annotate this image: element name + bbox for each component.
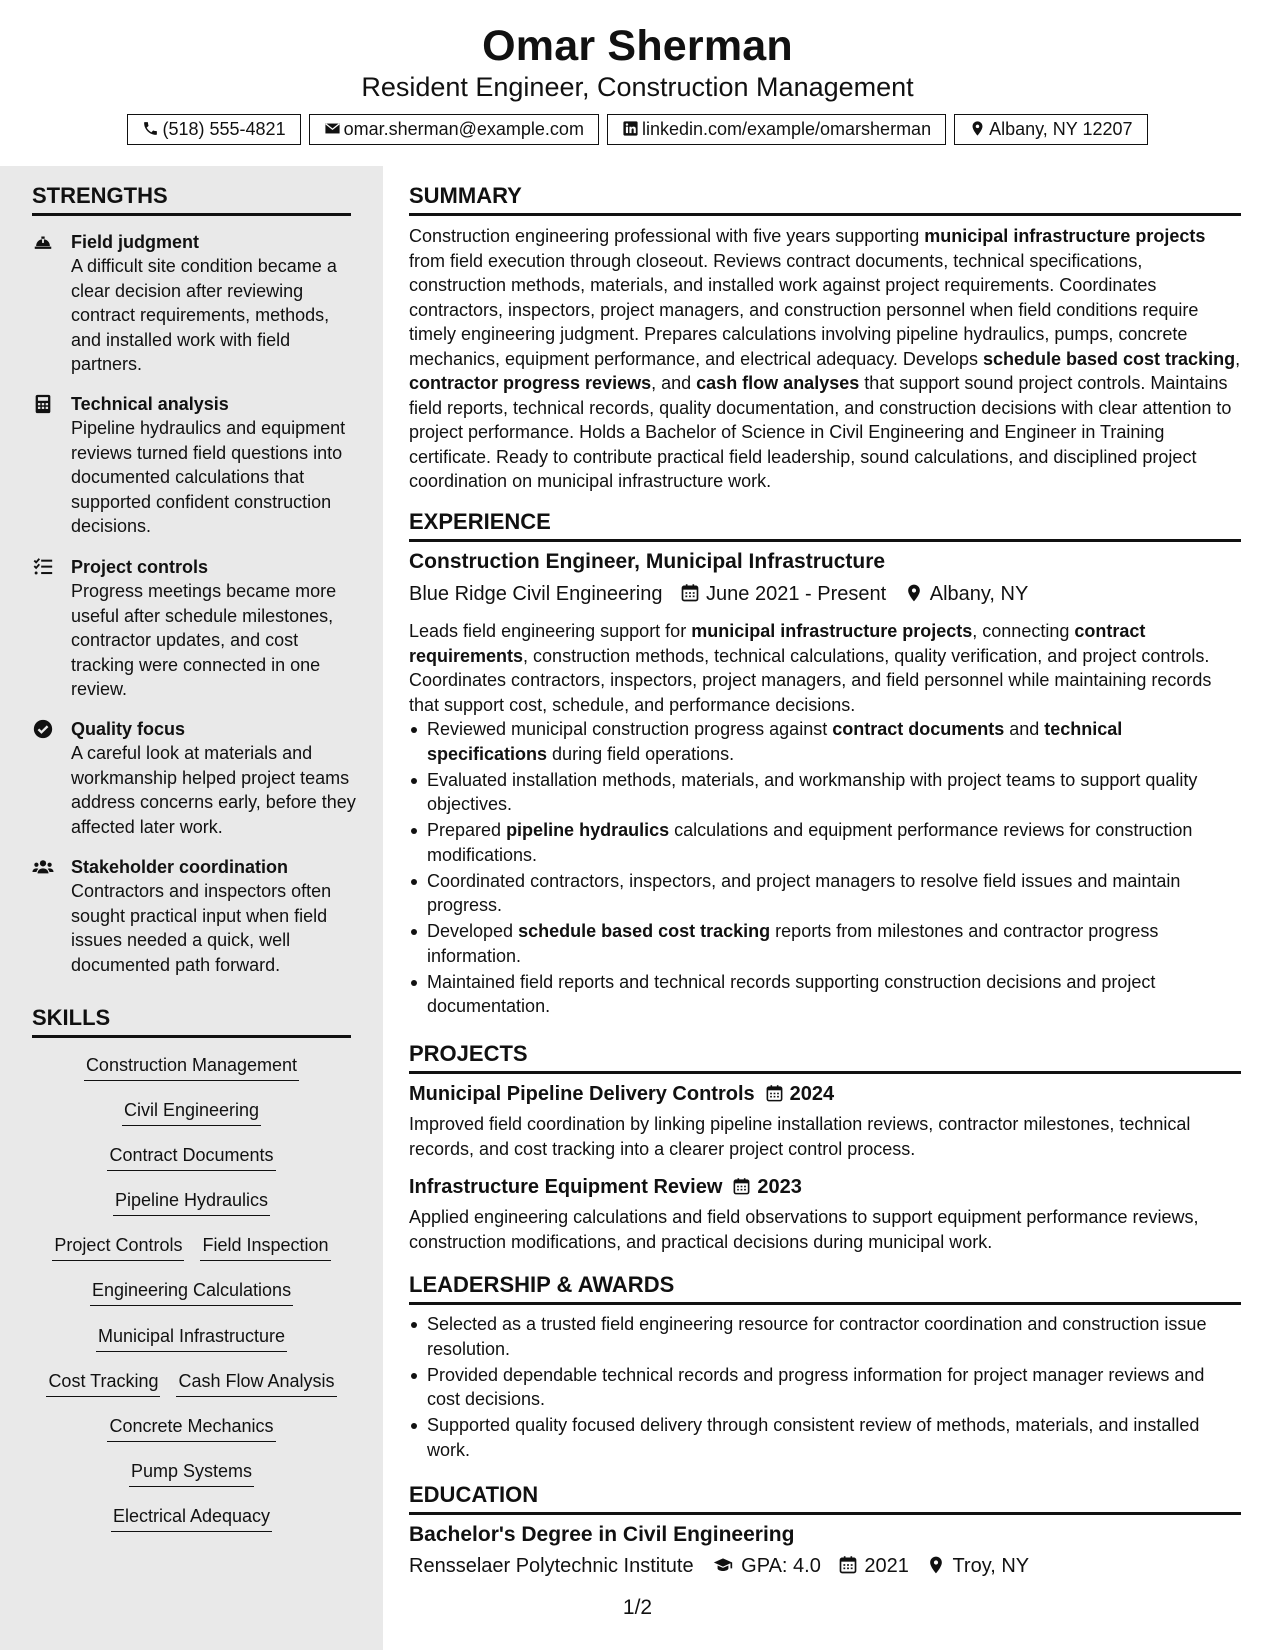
checklist-icon — [32, 556, 54, 578]
job-dates: June 2021 - Present — [706, 583, 887, 605]
linkedin-icon — [622, 120, 639, 137]
skill-tag: Pump Systems — [129, 1459, 254, 1487]
contact-bar — [0, 114, 1275, 145]
leadership-bullet: Selected as a trusted field engineering resource for contractor coordination and construction issue resolution. — [409, 1312, 1241, 1361]
contact-location-text: Albany, NY 12207 — [989, 119, 1133, 139]
skill-row — [32, 1414, 351, 1442]
summary-text-part: Construction engineering professional with five years supporting — [409, 226, 925, 246]
experience-heading: EXPERIENCE — [409, 509, 1241, 542]
project-title — [409, 1083, 1241, 1106]
education-meta — [409, 1555, 1241, 1578]
skill-row — [32, 1504, 351, 1532]
skill-tag: Civil Engineering — [122, 1098, 261, 1126]
job-bullet — [409, 818, 1241, 867]
strength-title: Quality focus — [71, 719, 186, 739]
map-pin-icon — [904, 583, 924, 603]
project-year: 2023 — [757, 1176, 802, 1198]
strength-item — [32, 555, 362, 702]
bullet-part: Coordinated contractors, inspectors, and project managers to resolve field issues and maintain progress. — [427, 870, 1181, 915]
contact-email-text: omar.sherman@example.com — [343, 119, 584, 139]
project-name: Municipal Pipeline Delivery Controls — [409, 1083, 755, 1105]
bullet-bold: pipeline hydraulics — [506, 820, 670, 840]
map-pin-icon — [969, 120, 986, 137]
project-title — [409, 1176, 1241, 1199]
leadership-heading: LEADERSHIP & AWARDS — [409, 1272, 1241, 1305]
skills-heading: SKILLS — [32, 1005, 351, 1038]
education-location: Troy, NY — [952, 1555, 1030, 1577]
job-bullet — [409, 869, 1241, 918]
summary-heading: SUMMARY — [409, 183, 1241, 216]
hard-hat-icon — [32, 231, 54, 253]
strength-title: Field judgment — [71, 232, 199, 252]
candidate-name: Omar Sherman — [482, 22, 793, 70]
bullet-bold: schedule based cost tracking — [518, 921, 771, 941]
calendar-icon — [838, 1555, 858, 1575]
education-gpa: GPA: 4.0 — [741, 1555, 821, 1577]
skill-tag: Municipal Infrastructure — [96, 1324, 287, 1352]
job-bullet — [409, 970, 1241, 1019]
leadership-bullets — [409, 1312, 1241, 1464]
job-intro-bold: municipal infrastructure projects — [691, 621, 973, 641]
contact-phone[interactable] — [127, 114, 300, 145]
skill-row — [32, 1369, 351, 1397]
strength-title: Project controls — [71, 557, 209, 577]
graduation-cap-icon — [711, 1555, 735, 1575]
contact-email[interactable] — [309, 114, 599, 145]
bullet-part: Maintained field reports and technical records supporting construction decisions and project documentation. — [427, 971, 1156, 1016]
strengths-heading: STRENGTHS — [32, 183, 351, 216]
job-intro-part: , construction methods, technical calculations, quality verification, and project controls. Coordinates contractors, inspectors, project managers, and field personnel while maintaining records that support cost, schedule, and performance decisions. — [409, 645, 1212, 715]
candidate-title: Resident Engineer, Construction Management — [361, 72, 914, 102]
strength-item — [32, 855, 362, 977]
summary-text-part: , and — [651, 373, 697, 393]
strength-desc: A careful look at materials and workmanship helped project teams address concerns early, before they affected later work. — [71, 743, 356, 837]
skill-tag: Cost Tracking — [46, 1369, 160, 1397]
project-name: Infrastructure Equipment Review — [409, 1176, 723, 1198]
skill-tag: Concrete Mechanics — [107, 1414, 275, 1442]
strength-item — [32, 230, 362, 377]
project-year: 2024 — [789, 1083, 835, 1105]
bullet-part: during field operations. — [547, 743, 735, 764]
job-meta — [409, 583, 1241, 606]
strength-desc: Progress meetings became more useful after schedule milestones, contractor updates, and cost tracking were connected in one review. — [71, 581, 337, 699]
contact-linkedin-text: linkedin.com/example/omarsherman — [641, 119, 932, 139]
envelope-icon — [324, 120, 341, 137]
project-desc: Improved field coordination by linking pipeline installation reviews, contractor milestones, technical records, and cost tracking into a clearer project control process. — [409, 1114, 1191, 1159]
contact-phone-text: (518) 555-4821 — [162, 119, 286, 139]
summary-text-part: that support sound project controls. Maintains field reports, technical records, quality documentation, and construction decisions with clear attention to project performance. Holds a Bachelor of Science in Civil Engineering and Engineer in Training certificate. Ready to contribute practical field leadership, sound calculations, and disciplined project coordination on municipal infrastructure work. — [409, 373, 1232, 491]
job-intro-part: Leads field engineering support for — [409, 621, 692, 641]
phone-icon — [142, 120, 159, 137]
strength-title: Technical analysis — [71, 394, 229, 414]
skill-tag: Field Inspection — [200, 1233, 330, 1261]
bullet-part: Evaluated installation methods, materials, and workmanship with project teams to support quality objectives. — [427, 769, 1198, 814]
bullet-part: Reviewed municipal construction progress against — [427, 719, 833, 739]
summary-text-bold: contractor progress reviews — [409, 373, 652, 393]
strength-desc: A difficult site condition became a clear decision after reviewing contract requirements, methods, and installed work with field partners. — [71, 256, 337, 374]
skill-tag: Cash Flow Analysis — [176, 1369, 336, 1397]
strength-title: Stakeholder coordination — [71, 857, 289, 877]
job-title: Construction Engineer, Municipal Infrastructure — [409, 550, 886, 573]
bullet-part: Prepared — [427, 820, 507, 840]
skill-tag: Pipeline Hydraulics — [113, 1188, 270, 1216]
skill-row — [32, 1098, 351, 1126]
job-bullet — [409, 919, 1241, 968]
job-bullet — [409, 717, 1241, 766]
job-intro-part: , connecting — [972, 621, 1075, 641]
strength-desc: Pipeline hydraulics and equipment reviews turned field questions into documented calculations that supported confident construction decisions. — [71, 418, 346, 536]
school-name: Rensselaer Polytechnic Institute — [409, 1555, 694, 1577]
contact-linkedin[interactable] — [607, 114, 946, 145]
job-company: Blue Ridge Civil Engineering — [409, 583, 663, 605]
summary-text-bold: cash flow analyses — [696, 373, 860, 393]
skill-row — [32, 1278, 351, 1306]
skill-tag: Engineering Calculations — [90, 1278, 293, 1306]
leadership-bullet: Provided dependable technical records and progress information for project manager reviews and cost decisions. — [409, 1363, 1241, 1412]
calendar-icon — [732, 1177, 751, 1196]
projects-heading: PROJECTS — [409, 1041, 1241, 1074]
skill-row — [32, 1188, 351, 1216]
page-number: 1/2 — [622, 1596, 653, 1619]
degree-title: Bachelor's Degree in Civil Engineering — [409, 1523, 795, 1546]
leadership-bullet: Supported quality focused delivery through consistent review of methods, materials, and installed work. — [409, 1413, 1241, 1462]
bullet-part: and — [1004, 719, 1045, 739]
education-heading: EDUCATION — [409, 1482, 1241, 1515]
strength-item — [32, 717, 362, 839]
skill-tag: Contract Documents — [107, 1143, 275, 1171]
skill-row — [32, 1459, 351, 1487]
bullet-bold: contract documents — [832, 719, 1005, 739]
bullet-part: Developed — [427, 921, 519, 941]
map-pin-icon — [926, 1555, 946, 1575]
summary-text-part: from field execution through closeout. Reviews contract documents, technical specifications, construction methods, materials, and installed work against project requirements. Coordinates contractors, inspectors, project managers, and construction personnel when field conditions require timely engineering judgment. Prepares calculations involving pipeline hydraulics, pumps, concrete mechanics, equipment performance, and electrical adequacy. Develops — [409, 250, 1199, 369]
skill-tag: Project Controls — [52, 1233, 184, 1261]
skill-row — [32, 1053, 351, 1081]
summary-text — [409, 224, 1241, 494]
job-bullets — [409, 717, 1241, 1020]
summary-text-part: , — [1235, 348, 1241, 369]
summary-text-bold: municipal infrastructure projects — [924, 226, 1206, 246]
skill-row — [32, 1233, 351, 1261]
skill-row — [32, 1324, 351, 1352]
job-intro — [409, 619, 1241, 717]
project-desc: Applied engineering calculations and field observations to support equipment performance reviews, construction modifications, and practical decisions during municipal work. — [409, 1207, 1199, 1252]
check-circle-icon — [32, 718, 54, 740]
calculator-icon — [32, 393, 54, 415]
calendar-icon — [765, 1084, 784, 1103]
skill-row — [32, 1143, 351, 1171]
bullet-part: reports from milestones and contractor progress information. — [427, 921, 1159, 966]
calendar-icon — [680, 583, 700, 603]
job-intro-bold: contract requirements — [409, 621, 1146, 666]
job-location: Albany, NY — [929, 583, 1029, 605]
summary-text-bold: schedule based cost tracking — [982, 348, 1236, 369]
bullet-part: calculations and equipment performance reviews for construction modifications. — [427, 820, 1193, 865]
job-bullet — [409, 768, 1241, 817]
contact-location — [954, 114, 1147, 145]
skill-tag: Construction Management — [84, 1053, 299, 1081]
bullet-bold: technical specifications — [427, 719, 1123, 764]
strength-desc: Contractors and inspectors often sought practical input when field issues needed a quick, well documented path forward. — [71, 881, 332, 975]
users-icon — [32, 856, 54, 878]
strength-item — [32, 392, 362, 539]
education-year: 2021 — [864, 1555, 909, 1577]
skill-tag: Electrical Adequacy — [111, 1504, 272, 1532]
